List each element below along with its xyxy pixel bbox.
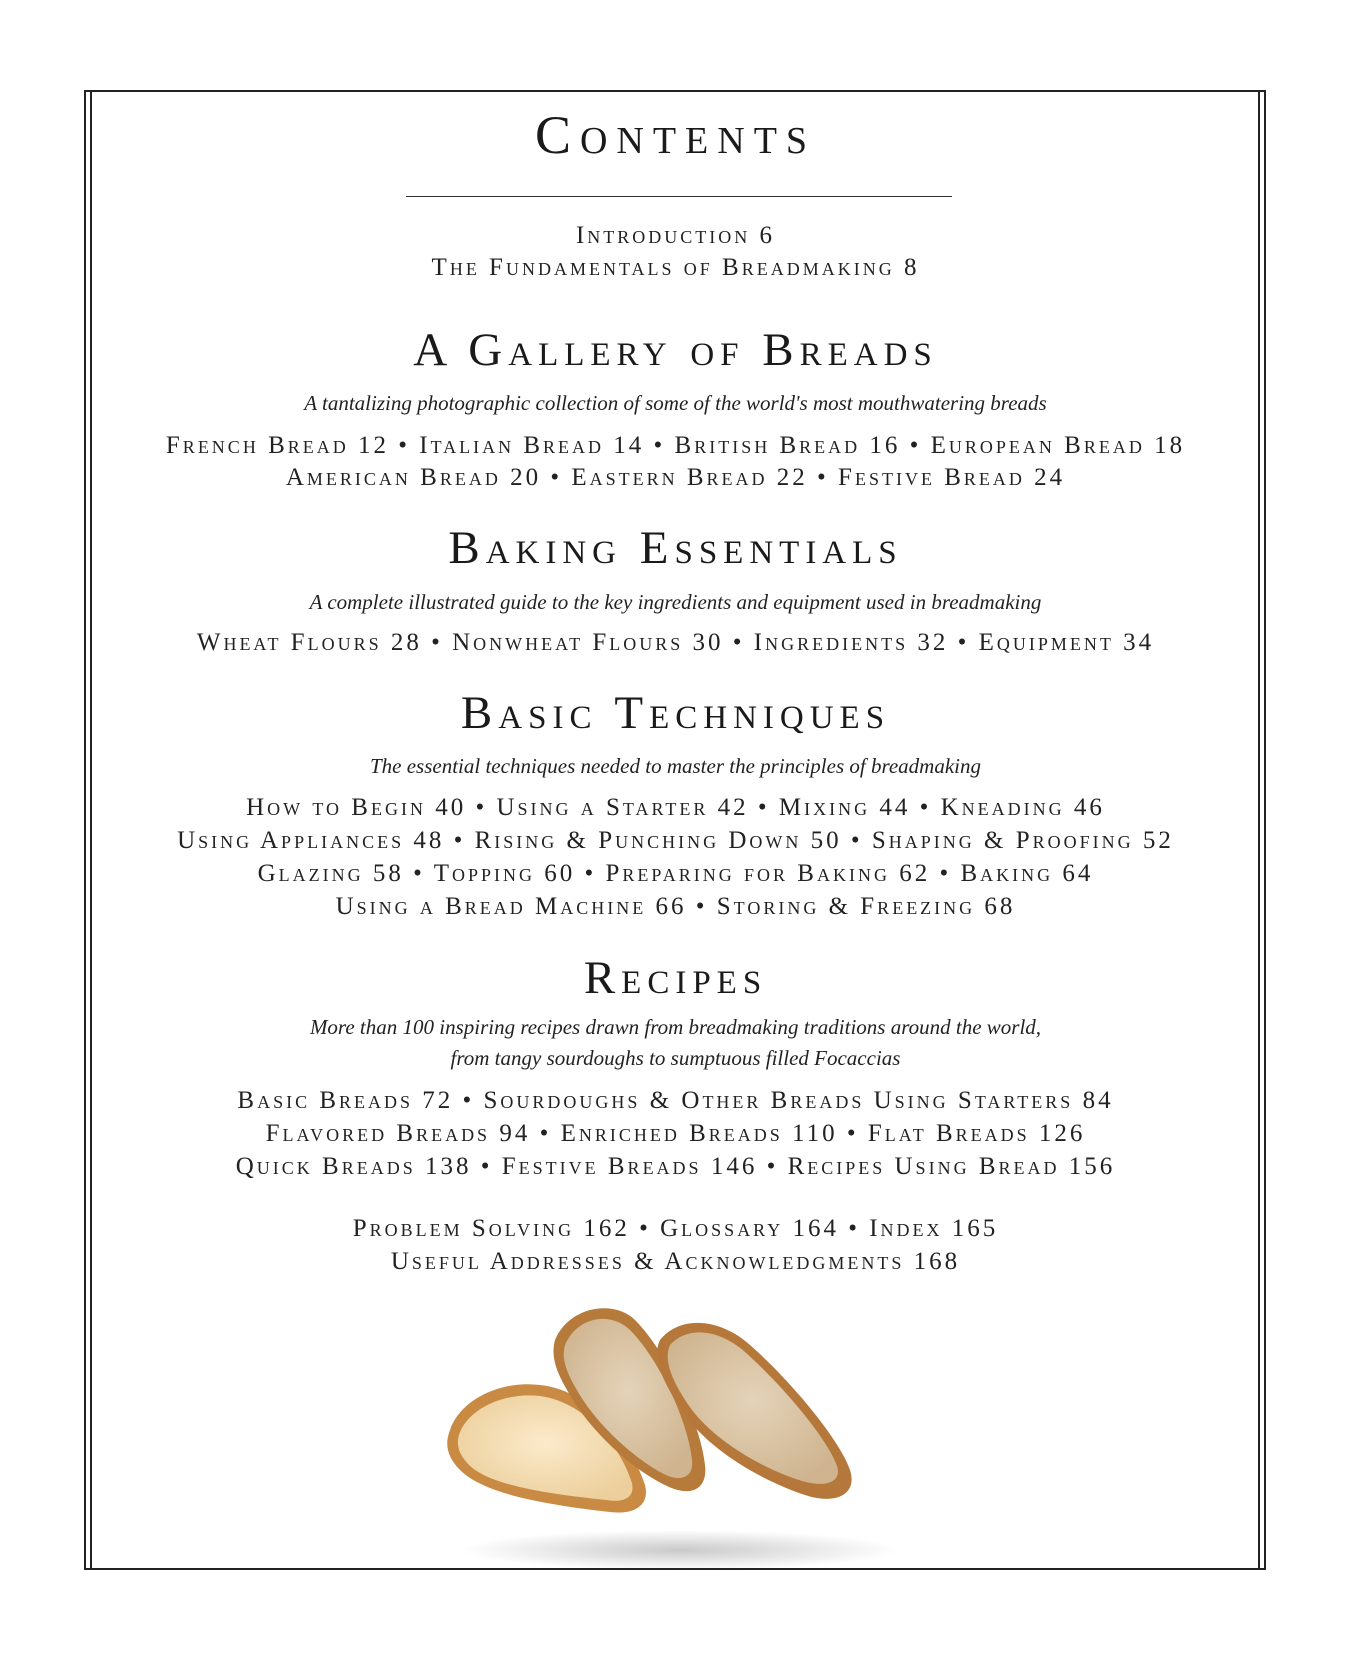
section-subtitle-recipes: from tangy sourdoughs to sumptuous filled Focaccias: [450, 1046, 901, 1070]
section-subtitle-basic-techniques: The essential techniques needed to master the principles of breadmaking: [369, 754, 982, 778]
toc-line[interactable]: Using a Bread Machine 66 • Storing & Freezing 68: [335, 893, 1016, 920]
section-title-gallery[interactable]: A Gallery of Breads: [413, 324, 938, 376]
section-title-basic-techniques[interactable]: Basic Techniques: [460, 687, 891, 739]
toc-line[interactable]: Using Appliances 48 • Rising & Punching Down 50 • Shaping & Proofing 52: [177, 827, 1174, 854]
toc-line[interactable]: Basic Breads 72 • Sourdoughs & Other Breads Using Starters 84: [237, 1087, 1114, 1114]
page-title: Contents: [534, 105, 817, 165]
toc-line[interactable]: Flavored Breads 94 • Enriched Breads 110 • Flat Breads 126: [265, 1120, 1086, 1147]
toc-entry-fundamentals[interactable]: The Fundamentals of Breadmaking 8: [431, 254, 920, 281]
section-subtitle-baking-essentials: A complete illustrated guide to the key ingredients and equipment used in breadmaking: [309, 590, 1042, 614]
toc-line[interactable]: French Bread 12 • Italian Bread 14 • British Bread 16 • European Bread 18: [165, 432, 1186, 459]
title-divider: [406, 196, 952, 197]
toc-line[interactable]: How to Begin 40 • Using a Starter 42 • Mixing 44 • Kneading 46: [246, 794, 1105, 821]
toc-line[interactable]: Quick Breads 138 • Festive Breads 146 • Recipes Using Bread 156: [235, 1153, 1116, 1180]
section-subtitle-gallery: A tantalizing photographic collection of some of the world's most mouthwatering breads: [304, 391, 1047, 415]
section-title-baking-essentials[interactable]: Baking Essentials: [448, 522, 903, 574]
toc-line[interactable]: Wheat Flours 28 • Nonwheat Flours 30 • Ingredients 32 • Equipment 34: [196, 629, 1155, 656]
toc-line[interactable]: Problem Solving 162 • Glossary 164 • Index 165: [352, 1215, 999, 1242]
toc-entry-introduction[interactable]: Introduction 6: [575, 222, 776, 249]
section-subtitle-recipes: More than 100 inspiring recipes drawn from breadmaking traditions around the world,: [309, 1015, 1042, 1039]
toc-line[interactable]: Useful Addresses & Acknowledgments 168: [390, 1248, 961, 1275]
toc-line[interactable]: American Bread 20 • Eastern Bread 22 • Festive Bread 24: [285, 464, 1066, 491]
sliced-bread-photo: [430, 1300, 910, 1570]
section-title-recipes[interactable]: Recipes: [583, 952, 768, 1004]
toc-line[interactable]: Glazing 58 • Topping 60 • Preparing for Baking 62 • Baking 64: [257, 860, 1094, 887]
